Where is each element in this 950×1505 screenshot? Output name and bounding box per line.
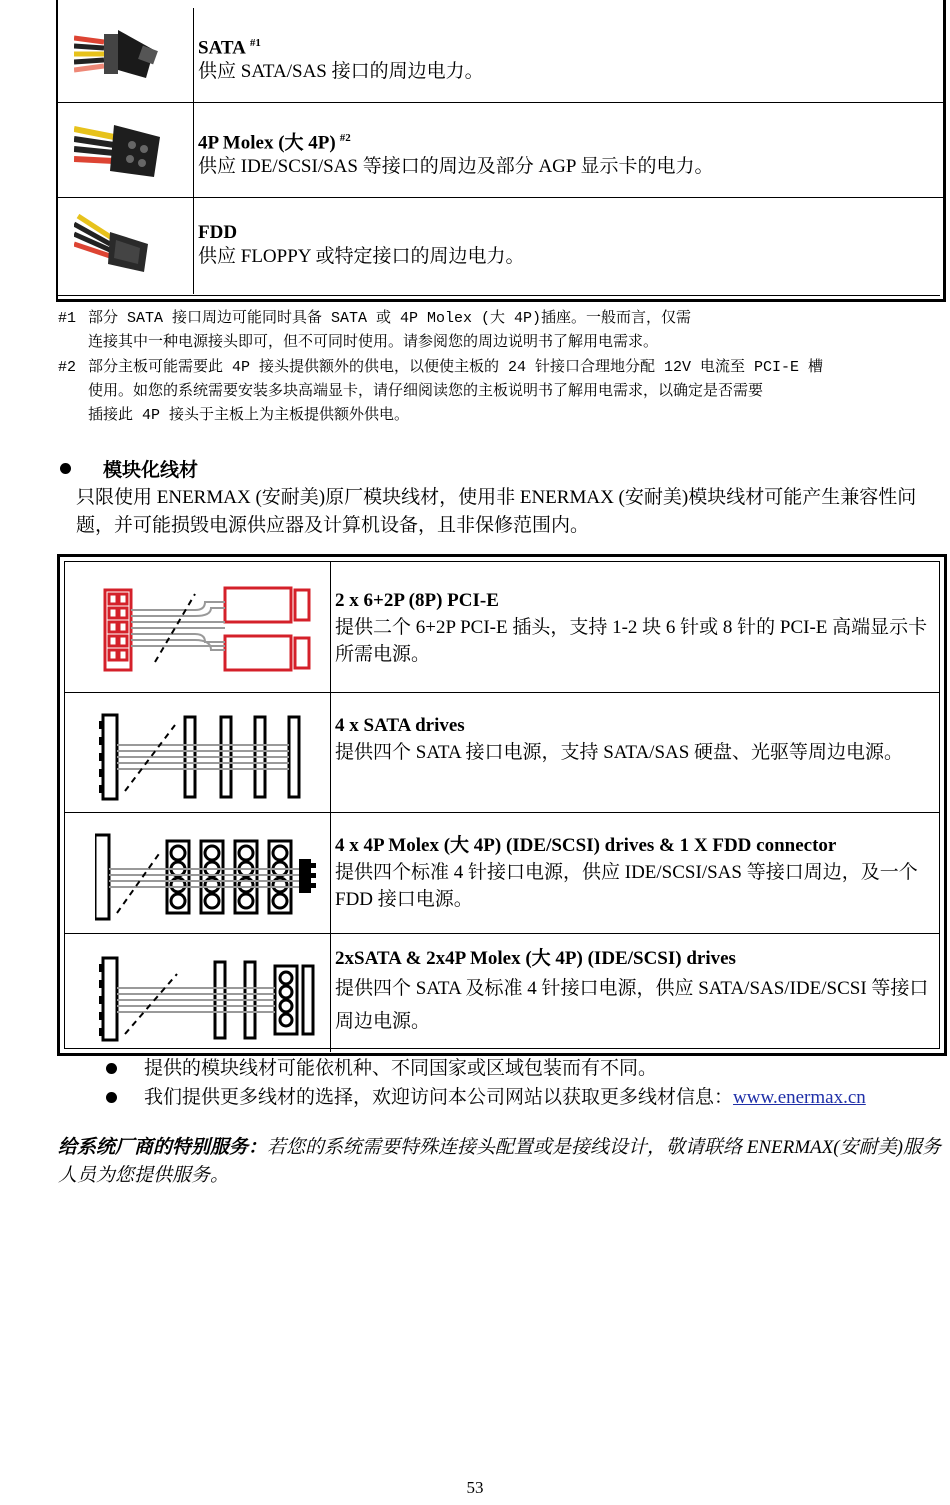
bullet-text: 我们提供更多线材的选择，欢迎访问本公司网站以获取更多线材信息： — [144, 1087, 734, 1108]
connector-row-fdd — [58, 198, 943, 294]
footnote-line: 插接此 4P 接头于主板上为主板提供额外供电。 — [88, 407, 410, 424]
service-lead: 给系统厂商的特别服务： — [58, 1136, 268, 1158]
service-text: 若您的系统需要特殊连接头配置或是接线设计，敬请联络 ENERMAX(安耐美)服务人员为您提供服务。 — [58, 1137, 941, 1186]
footnote-line: 部分 SATA 接口周边可能同时具备 SATA 或 4P Molex (大 4P)插座。一般而言，仅需 — [88, 310, 692, 327]
connector-title: FDD — [198, 222, 238, 243]
cable-table — [57, 554, 947, 1056]
connector-desc: 供应 FLOPPY 或特定接口的周边电力。 — [198, 246, 525, 267]
fdd-connector-icon — [74, 210, 174, 280]
bullet-item — [144, 1085, 866, 1111]
footnote-line: 部分主板可能需要此 4P 接头提供额外的供电，以便使主板的 24 针接口合理地分配 12V 电流至 PCI-E 槽 — [88, 359, 824, 376]
sata-connector-image — [58, 8, 194, 102]
cable-title: 2xSATA & 2x4P Molex (大 4P) (IDE/SCSI) drives — [335, 948, 736, 969]
bullet-icon — [106, 1092, 117, 1103]
cable-desc: 提供四个 SATA 及标准 4 针接口电源，供应 SATA/SAS/IDE/SCSI 等接口周边电源。 — [335, 978, 929, 1032]
cable-desc: 提供二个 6+2P PCI-E 插头，支持 1-2 块 6 针或 8 针的 PCI-E 高端显示卡所需电源。 — [335, 617, 928, 665]
section-body: 只限使用 ENERMAX (安耐美)原厂模块线材，使用非 ENERMAX (安耐美)模块线材可能产生兼容性问题，并可能损毁电源供应器及计算机设备，且非保修范围内。 — [76, 487, 917, 536]
connector-desc: 供应 IDE/SCSI/SAS 等接口的周边及部分 AGP 显示卡的电力。 — [198, 156, 714, 178]
footnote-1 — [58, 307, 691, 355]
enermax-website-link[interactable]: www.enermax.cn — [733, 1087, 866, 1108]
cable-row-sata-molex — [65, 934, 939, 1052]
footnote-line: 连接其中一种电源接头即可，但不可同时使用。请参阅您的周边说明书了解用电需求。 — [88, 334, 659, 351]
connector-row-molex — [58, 103, 943, 198]
cable-title: 4 x 4P Molex (大 4P) (IDE/SCSI) drives & 1 X FDD connector — [335, 835, 837, 856]
molex-fdd-cable-icon — [95, 831, 325, 923]
oem-service-note — [58, 1133, 948, 1190]
molex-fdd-cable-image — [65, 813, 331, 933]
molex-connector-icon — [74, 115, 174, 185]
sata-cable-icon — [95, 711, 315, 803]
bullet-icon — [106, 1063, 117, 1074]
footnote-2 — [58, 356, 823, 428]
footnote-num: #2 — [58, 359, 77, 376]
bullet-icon — [60, 463, 71, 474]
footnote-ref: #2 — [339, 132, 351, 144]
section-heading: 模块化线材 — [103, 459, 199, 481]
bullet-item: 提供的模块线材可能依机种、不同国家或区域包装而有不同。 — [144, 1058, 658, 1079]
sata-cable-image — [65, 693, 331, 812]
cable-desc: 提供四个标准 4 针接口电源，供应 IDE/SCSI/SAS 等接口周边，及一个 FDD 接口电源。 — [335, 862, 918, 910]
cable-row-pcie — [65, 562, 939, 693]
connector-title: SATA — [198, 37, 246, 59]
connector-table — [56, 0, 946, 302]
cable-row-molex-fdd — [65, 813, 939, 934]
cable-desc: 提供四个 SATA 接口电源，支持 SATA/SAS 硬盘、光驱等周边电源。 — [335, 742, 904, 763]
cable-row-sata — [65, 693, 939, 813]
connector-desc: 供应 SATA/SAS 接口的周边电力。 — [198, 61, 484, 83]
footnote-num: #1 — [58, 310, 77, 327]
pcie-cable-icon — [95, 580, 315, 680]
fdd-connector-image — [58, 198, 194, 294]
pcie-cable-image — [65, 562, 331, 692]
sata-molex-cable-image — [65, 934, 331, 1052]
page-number: 53 — [466, 1478, 484, 1497]
molex-connector-image — [58, 103, 194, 197]
sata-connector-icon — [74, 20, 174, 90]
connector-row-sata — [58, 8, 943, 103]
cable-title: 4 x SATA drives — [335, 715, 465, 736]
cable-title: 2 x 6+2P (8P) PCI-E — [335, 590, 499, 611]
sata-molex-cable-icon — [95, 952, 315, 1044]
footnote-ref: #1 — [249, 37, 261, 49]
footnote-line: 使用。如您的系统需要安装多块高端显卡，请仔细阅读您的主板说明书了解用电需求，以确定是否需要 — [88, 383, 764, 400]
connector-title: 4P Molex (大 4P) — [198, 132, 336, 154]
